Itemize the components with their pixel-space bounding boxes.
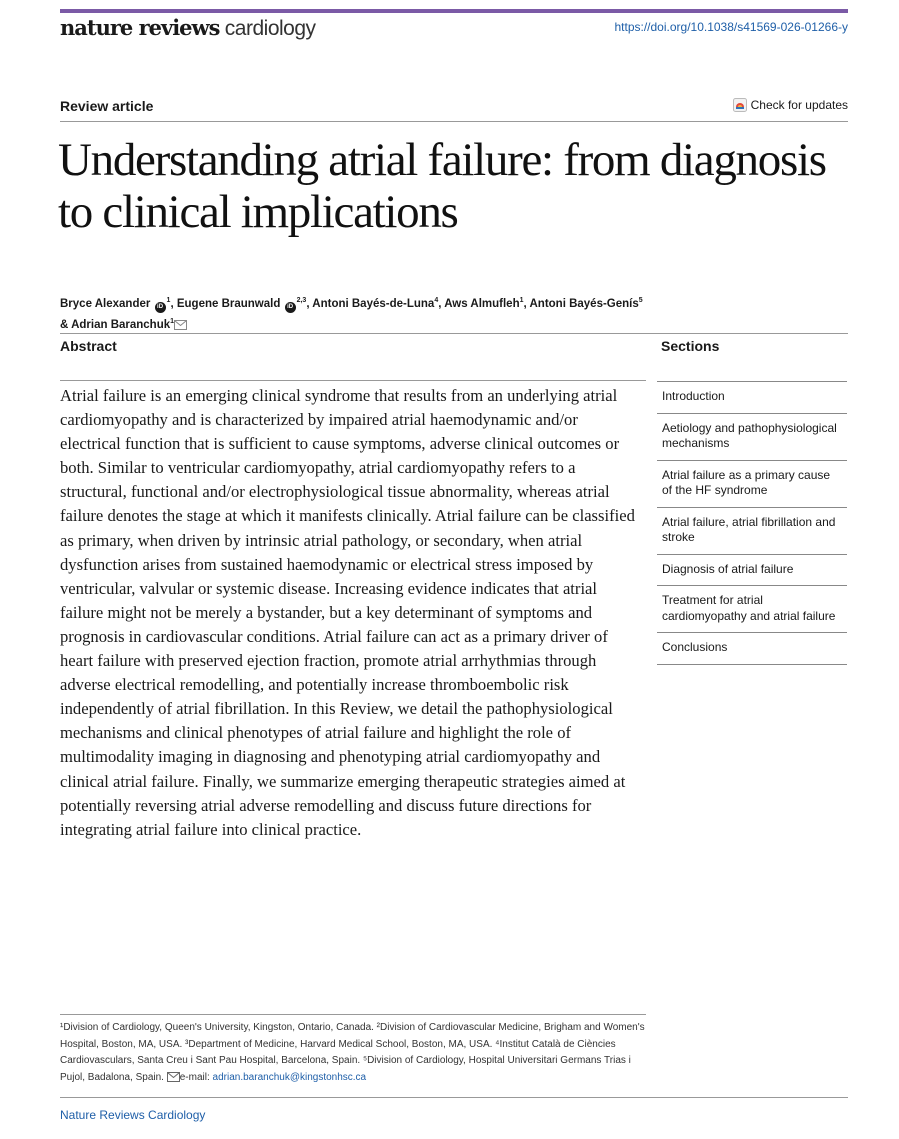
email-link[interactable]: adrian.baranchuk@kingstonhsc.ca (212, 1071, 367, 1083)
header-rule (60, 121, 848, 122)
check-for-updates-button[interactable] (733, 98, 848, 112)
affiliations-footnote (60, 1020, 650, 1086)
journal-logo[interactable] (60, 15, 316, 41)
section-link[interactable]: Atrial failure as a primary cause of the HF syndrome (657, 460, 847, 507)
email-label: e-mail: (179, 1071, 210, 1083)
footer-rule (60, 1097, 848, 1098)
email-icon (167, 1072, 180, 1082)
check-updates-icon (733, 98, 747, 112)
author-affiliation-number: 5 (638, 297, 643, 304)
author-name[interactable]: Antoni Bayés-de-Luna (312, 297, 435, 310)
journal-logo-light: cardiology (224, 17, 316, 40)
affiliations-text: ¹Division of Cardiology, Queen's University, Kingston, Ontario, Canada. ²Division of Cardiovascular Medicine, Brigham and Women's Hospital, Boston, MA, USA. ³Department of Medicine, Harvard Medical School, Boston, MA, USA. ⁴Institut Català de Ciències Cardiovasculars, Santa Creu i Sant Pau Hospital, Barcelona, Spain. ⁵Division of Cardiology, Hospital Universitari Germans Trias i Pujol, Badalona, Spain. (60, 1022, 645, 1083)
author-name[interactable]: Antoni Bayés-Genís (529, 297, 639, 310)
check-updates-label: Check for updates (750, 98, 848, 112)
doi-link[interactable]: https://doi.org/10.1038/s41569-026-01266-y (614, 20, 848, 34)
author-affiliation-number: 1 (519, 297, 524, 304)
author-name[interactable]: Eugene Braunwald (176, 297, 281, 310)
section-link[interactable]: Aetiology and pathophysiological mechanisms (657, 413, 847, 460)
author-list: Bryce Alexander $iD^1$, Eugene Braunwald iD$^{2,3}$, Antoni Bayés-de-Luna$^4$, Aws Almufleh$^1$, Antoni Bayés-Genís$^5$ & Adrian Baranchuk$^1$ (60, 297, 643, 331)
article-title: Understanding atrial failure: from diagnosis to clinical implications (58, 134, 826, 238)
section-link[interactable]: Treatment for atrial cardiomyopathy and atrial failure (657, 585, 847, 632)
journal-footer-link[interactable]: Nature Reviews Cardiology (60, 1108, 206, 1122)
article-type-label: Review article (60, 98, 154, 114)
sections-heading: Sections (661, 338, 720, 354)
header-accent-rule (60, 9, 848, 13)
orcid-icon[interactable]: iD (155, 302, 166, 313)
author-affiliation-number: 2,3 (296, 297, 307, 304)
orcid-icon[interactable]: iD (285, 302, 296, 313)
corresponding-author-email-icon[interactable] (174, 320, 187, 330)
footnote-rule (60, 1014, 646, 1015)
author-name[interactable]: & Adrian Baranchuk (60, 318, 171, 331)
sections-list (657, 381, 847, 665)
author-affiliation-number: 1 (170, 317, 175, 325)
author-affiliation-number: 1 (166, 297, 171, 304)
abstract-text: Atrial failure is an emerging clinical syndrome that results from an underlying atrial cardiomyopathy and is characterized by impaired atrial haemodynamic and/or electrical function that is sufficient to cause symptoms, adverse clinical outcomes or both. Similar to ventricular cardiomyopathy, atrial cardiomyopathy refers to a structural, functional and/or electrophysiological tissue abnormality, whereas atrial failure denotes the stage at which it manifests clinically. Atrial failure can be classified as primary, when driven by intrinsic atrial pathology, or secondary, when atrial dysfunction arises from sustained haemodynamic or electrical stress imposed by ventricular, valvular or systemic disease. Increasing evidence indicates that atrial failure might not be merely a bystander, but a key determinant of symptoms and prognosis in cardiovascular conditions. Atrial failure can act as a primary driver of heart failure with preserved ejection fraction, promote atrial arrhythmias through adverse electrical remodelling, and potentially increase thromboembolic risk independently of atrial fibrillation. In this Review, we detail the pathophysiological mechanisms and clinical phenotypes of atrial failure and highlight the role of multimodality imaging in diagnosing and phenotyping atrial cardiomyopathy and clinical atrial failure. Finally, we summarize emerging therapeutic strategies aimed at potentially reversing atrial adverse remodelling and discuss future directions for integrating atrial failure into clinical practice. (60, 386, 635, 839)
section-link[interactable]: Conclusions (657, 632, 847, 665)
abstract-heading: Abstract (60, 338, 117, 354)
section-link[interactable]: Introduction (657, 381, 847, 413)
sections-nav (657, 338, 847, 665)
authors-rule (60, 333, 848, 334)
abstract-rule (60, 380, 646, 381)
section-link[interactable]: Atrial failure, atrial fibrillation and stroke (657, 507, 847, 554)
journal-logo-bold: nature reviews (60, 15, 220, 40)
section-link[interactable]: Diagnosis of atrial failure (657, 554, 847, 586)
author-name[interactable]: Bryce Alexander (60, 297, 151, 310)
author-affiliation-number: 4 (434, 297, 439, 304)
author-name[interactable]: Aws Almufleh (444, 297, 520, 310)
